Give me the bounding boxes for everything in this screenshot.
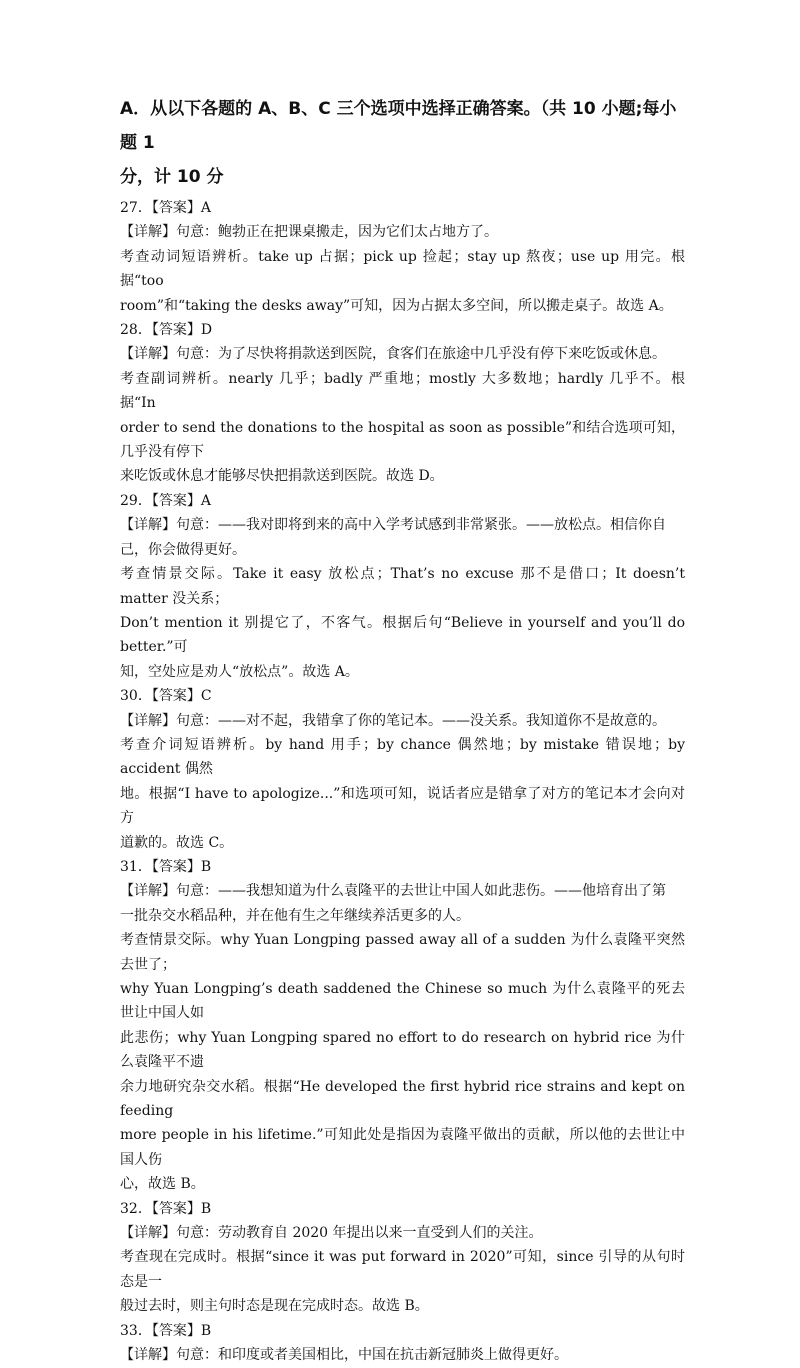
section-heading-line: A．从以下各题的 A、B、C 三个选项中选择正确答案。（共 10 小题;每小题 1	[120, 99, 677, 153]
answer-item	[120, 855, 685, 1197]
explanation-line: 余力地研究杂交水稻。根据“He developed the first hybrid rice strains and kept on feeding	[120, 1078, 685, 1120]
answer-label: 29．【答案】A	[120, 492, 211, 509]
explanation-line: 【详解】句意：——我想知道为什么袁隆平的去世让中国人如此悲伤。——他培育出了第	[120, 883, 666, 900]
explanation-line: order to send the donations to the hospital as soon as possible”和结合选项可知，几乎没有停下	[120, 419, 685, 461]
explanation-line: 知，空处应是劝人“放松点”。故选 A。	[120, 663, 359, 680]
explanation-line: 心，故选 B。	[120, 1176, 205, 1193]
answer-list	[120, 196, 685, 1368]
answer-item	[120, 318, 685, 489]
explanation-line: 【详解】句意：和印度或者美国相比，中国在抗击新冠肺炎上做得更好。	[120, 1347, 568, 1364]
explanation-line: more people in his lifetime.”可知此处是指因为袁隆平做出的贡献，所以他的去世让中国人伤	[120, 1127, 685, 1168]
explanation-line: 考查情景交际。Take it easy 放松点；That’s no excuse 那不是借口；It doesn’t matter 没关系；	[120, 566, 685, 607]
answer-item	[120, 196, 685, 318]
answer-label: 31．【答案】B	[120, 858, 212, 875]
explanation-line: 考查介词短语辨析。by hand 用手；by chance 偶然地；by mistake 错误地；by accident 偶然	[120, 736, 685, 778]
explanation-line: 此悲伤；why Yuan Longping spared no effort to do research on hybrid rice 为什么袁隆平不遗	[120, 1029, 685, 1071]
explanation-line: 【详解】句意：——我对即将到来的高中入学考试感到非常紧张。——放松点。相信你自	[120, 517, 666, 534]
answer-item	[120, 1319, 685, 1368]
explanation-line: 一批杂交水稻品种，并在他有生之年继续养活更多的人。	[120, 907, 470, 924]
answer-label: 27．【答案】A	[120, 200, 211, 216]
explanation-line: 【详解】句意：为了尽快将捐款送到医院，食客们在旅途中几乎没有停下来吃饭或休息。	[120, 346, 666, 363]
answer-item	[120, 489, 685, 684]
explanation-line: 般过去时，则主句时态是现在完成时态。故选 B。	[120, 1298, 429, 1315]
explanation-line: 考查动词短语辨析。take up 占据；pick up 捡起；stay up 熬夜；use up 用完。根据“too	[120, 248, 685, 290]
explanation-line: room”和“taking the desks away”可知，因为占据太多空间，所以搬走桌子。故选 A。	[120, 297, 673, 314]
explanation-line: why Yuan Longping’s death saddened the Chinese so much 为什么袁隆平的死去世让中国人如	[120, 981, 685, 1022]
explanation-line: 道歉的。故选 C。	[120, 834, 234, 851]
explanation-line: 考查副词辨析。nearly 几乎；badly 严重地；mostly 大多数地；hardly 几乎不。根据“In	[120, 370, 685, 412]
explanation-line: 【详解】句意：鲍勃正在把课桌搬走，因为它们太占地方了。	[120, 224, 498, 241]
section-heading	[120, 92, 685, 194]
explanation-line: 己，你会做得更好。	[120, 541, 246, 558]
answer-item	[120, 684, 685, 855]
section-heading-line: 分，计 10 分	[120, 167, 224, 187]
explanation-line: 来吃饭或休息才能够尽快把捐款送到医院。故选 D。	[120, 468, 444, 485]
explanation-line: 考查现在完成时。根据“since it was put forward in 2020”可知，since 引导的从句时态是一	[120, 1249, 685, 1290]
answer-label: 30．【答案】C	[120, 688, 212, 705]
explanation-line: 【详解】句意：劳动教育自 2020 年提出以来一直受到人们的关注。	[120, 1225, 543, 1242]
answer-label: 28．【答案】D	[120, 322, 213, 339]
document-page	[120, 92, 685, 1368]
answer-label: 32．【答案】B	[120, 1200, 212, 1217]
explanation-line: 考查情景交际。why Yuan Longping passed away all of a sudden 为什么袁隆平突然去世了；	[120, 932, 685, 973]
answer-label: 33．【答案】B	[120, 1322, 212, 1339]
answer-item	[120, 1197, 685, 1319]
explanation-line: Don’t mention it 别提它了，不客气。根据后句“Believe in yourself and you’ll do better.”可	[120, 614, 685, 656]
explanation-line: 地。根据“I have to apologize...”和选项可知，说话者应是错拿了对方的笔记本才会向对方	[120, 785, 685, 827]
explanation-line: 【详解】句意：——对不起，我错拿了你的笔记本。——没关系。我知道你不是故意的。	[120, 712, 666, 729]
